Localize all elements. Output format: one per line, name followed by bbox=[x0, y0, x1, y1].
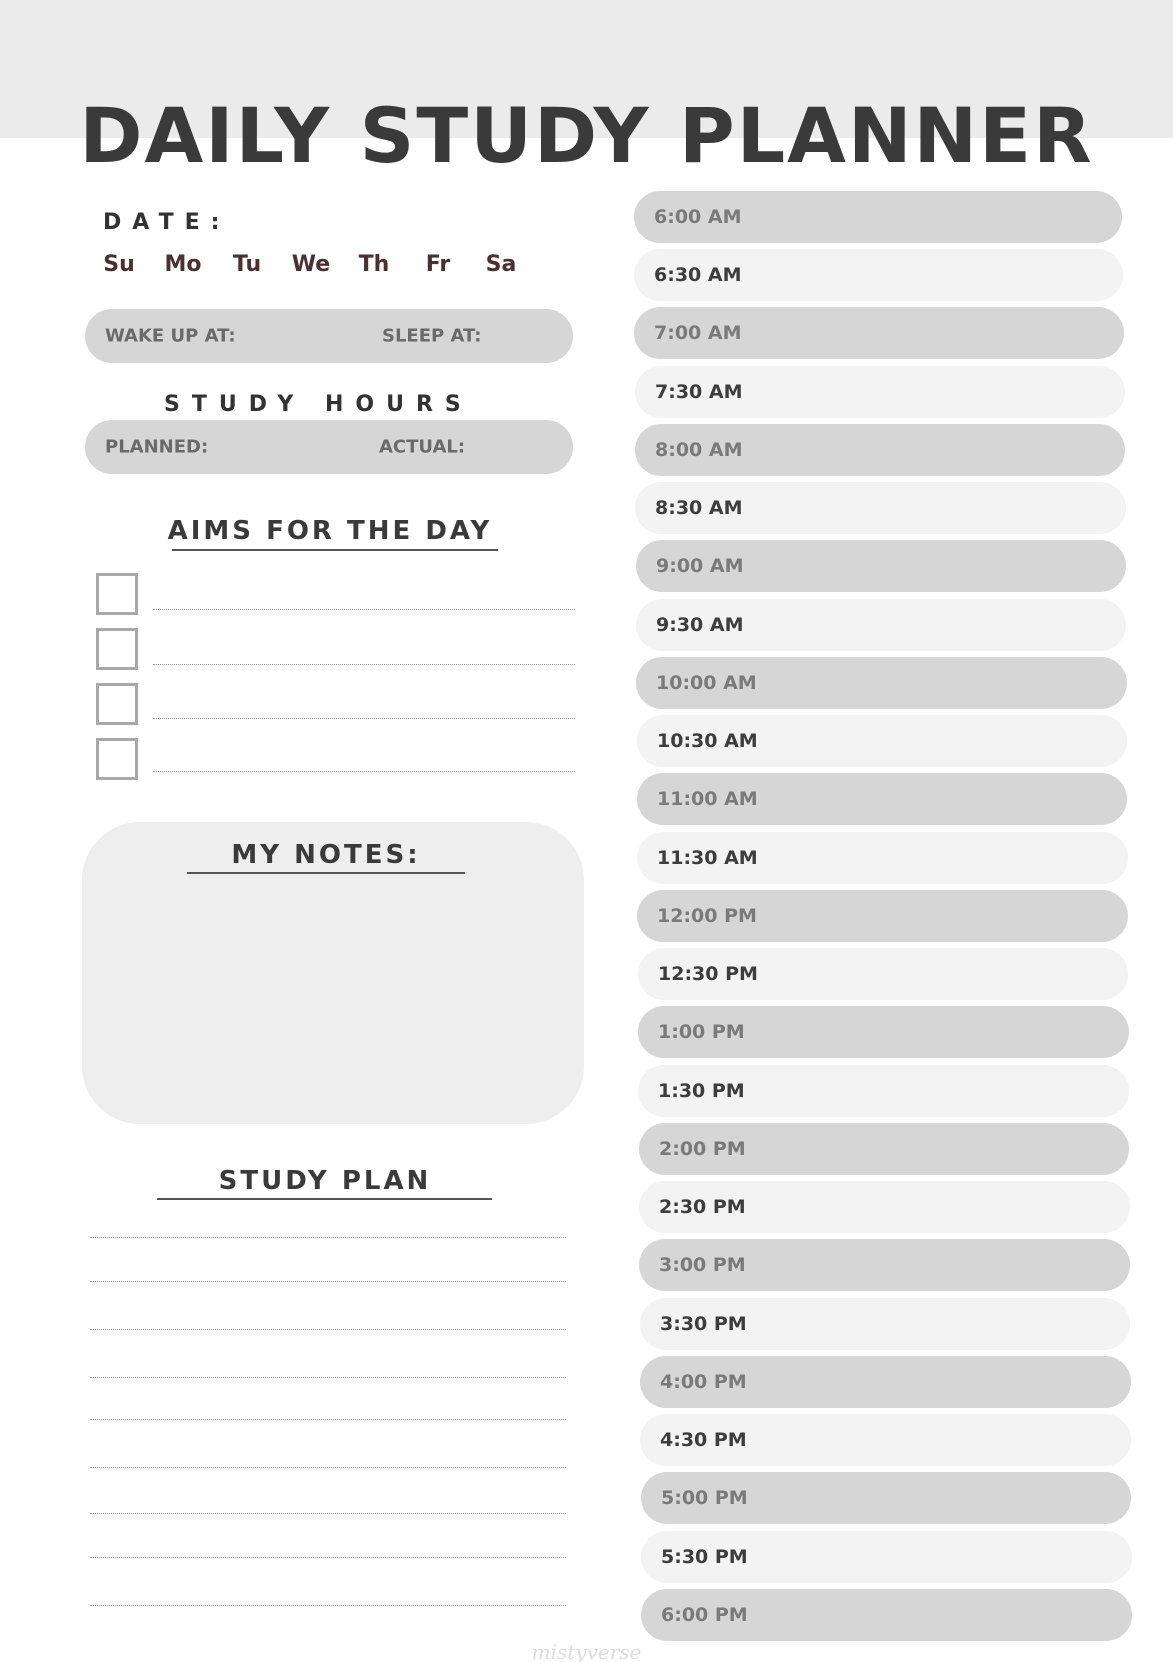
time-slot-label: 3:30 PM bbox=[660, 1313, 747, 1335]
time-slot[interactable] bbox=[640, 1414, 1131, 1466]
time-slot-label: 11:00 AM bbox=[657, 788, 758, 810]
time-slot[interactable] bbox=[634, 249, 1123, 301]
sleep-label: SLEEP AT: bbox=[382, 325, 482, 347]
time-slot[interactable] bbox=[641, 1472, 1131, 1524]
time-slot-label: 10:00 AM bbox=[656, 672, 757, 694]
designer-signature: mistyverse bbox=[531, 1640, 642, 1662]
time-slot-label: 12:30 PM bbox=[658, 963, 758, 985]
time-slot[interactable] bbox=[637, 832, 1128, 884]
time-slot[interactable] bbox=[634, 191, 1122, 243]
time-slot[interactable] bbox=[641, 1589, 1132, 1641]
time-slot-label: 8:00 AM bbox=[655, 439, 743, 461]
time-slot-label: 4:30 PM bbox=[660, 1429, 747, 1451]
time-slot[interactable] bbox=[640, 1356, 1131, 1408]
plan-line[interactable] bbox=[90, 1377, 566, 1378]
plan-line[interactable] bbox=[90, 1237, 566, 1238]
time-slot[interactable] bbox=[637, 890, 1128, 942]
page-title: DAILY STUDY PLANNER bbox=[79, 91, 1094, 180]
time-slot[interactable] bbox=[638, 948, 1128, 1000]
time-slot[interactable] bbox=[641, 1531, 1132, 1583]
time-slot-label: 12:00 PM bbox=[657, 905, 757, 927]
study-hours-field[interactable] bbox=[85, 420, 573, 474]
time-slot[interactable] bbox=[640, 1298, 1130, 1350]
day-wednesday[interactable]: We bbox=[291, 252, 331, 277]
plan-line[interactable] bbox=[90, 1281, 566, 1282]
time-slot-label: 11:30 AM bbox=[657, 847, 758, 869]
time-slot-label: 3:00 PM bbox=[659, 1254, 746, 1276]
time-slot[interactable] bbox=[639, 1123, 1129, 1175]
day-monday[interactable]: Mo bbox=[164, 252, 202, 277]
time-slot-label: 1:00 PM bbox=[658, 1021, 745, 1043]
day-friday[interactable]: Fr bbox=[425, 252, 451, 277]
aim-line[interactable] bbox=[153, 718, 575, 719]
notes-heading: MY NOTES: bbox=[231, 840, 421, 870]
time-slot[interactable] bbox=[637, 773, 1127, 825]
plan-line[interactable] bbox=[90, 1419, 566, 1420]
study-plan-underline bbox=[157, 1198, 492, 1200]
time-slot-label: 2:00 PM bbox=[659, 1138, 746, 1160]
aim-checkbox[interactable] bbox=[96, 628, 138, 670]
study-plan-heading: STUDY PLAN bbox=[218, 1166, 432, 1196]
date-label: DATE: bbox=[103, 210, 231, 235]
time-slot-label: 10:30 AM bbox=[657, 730, 758, 752]
aims-heading: AIMS FOR THE DAY bbox=[167, 516, 493, 546]
time-slot-label: 7:30 AM bbox=[655, 381, 743, 403]
aim-line[interactable] bbox=[153, 609, 575, 610]
time-slot[interactable] bbox=[638, 1006, 1129, 1058]
time-slot-label: 1:30 PM bbox=[658, 1080, 745, 1102]
time-slot-label: 5:30 PM bbox=[661, 1546, 748, 1568]
plan-line[interactable] bbox=[90, 1329, 566, 1330]
planned-label: PLANNED: bbox=[105, 436, 209, 458]
time-slot[interactable] bbox=[638, 1065, 1129, 1117]
plan-line[interactable] bbox=[90, 1513, 566, 1514]
time-slot-label: 9:30 AM bbox=[656, 614, 744, 636]
aim-checkbox[interactable] bbox=[96, 683, 138, 725]
notes-underline bbox=[187, 872, 465, 874]
study-hours-heading: STUDY HOURS bbox=[164, 392, 473, 417]
aims-underline bbox=[172, 549, 498, 551]
wake-up-label: WAKE UP AT: bbox=[105, 325, 236, 347]
day-saturday[interactable]: Sa bbox=[485, 252, 517, 277]
time-slot-label: 6:00 PM bbox=[661, 1604, 748, 1626]
time-slot[interactable] bbox=[635, 482, 1126, 534]
time-slot[interactable] bbox=[636, 540, 1126, 592]
day-tuesday[interactable]: Tu bbox=[232, 252, 262, 277]
time-slot-label: 5:00 PM bbox=[661, 1487, 748, 1509]
time-slot[interactable] bbox=[636, 657, 1127, 709]
time-slot[interactable] bbox=[635, 424, 1125, 476]
time-slot-label: 8:30 AM bbox=[655, 497, 743, 519]
day-thursday[interactable]: Th bbox=[358, 252, 390, 277]
aim-line[interactable] bbox=[153, 771, 575, 772]
time-slot[interactable] bbox=[635, 366, 1125, 418]
plan-line[interactable] bbox=[90, 1605, 566, 1606]
time-slot-label: 9:00 AM bbox=[656, 555, 744, 577]
time-slot[interactable] bbox=[637, 715, 1127, 767]
time-slot[interactable] bbox=[639, 1239, 1130, 1291]
time-slot-label: 7:00 AM bbox=[654, 322, 742, 344]
time-slot-label: 6:00 AM bbox=[654, 206, 742, 228]
aim-checkbox[interactable] bbox=[96, 573, 138, 615]
aim-line[interactable] bbox=[153, 664, 575, 665]
aim-checkbox[interactable] bbox=[96, 738, 138, 780]
time-slot-label: 2:30 PM bbox=[659, 1196, 746, 1218]
time-slot[interactable] bbox=[634, 307, 1124, 359]
day-sunday[interactable]: Su bbox=[103, 252, 135, 277]
plan-line[interactable] bbox=[90, 1557, 566, 1558]
actual-label: ACTUAL: bbox=[379, 436, 466, 458]
plan-line[interactable] bbox=[90, 1467, 566, 1468]
weekday-selector bbox=[96, 252, 526, 286]
time-slot-label: 4:00 PM bbox=[660, 1371, 747, 1393]
time-slot[interactable] bbox=[639, 1181, 1130, 1233]
time-slot-label: 6:30 AM bbox=[654, 264, 742, 286]
sleep-field[interactable] bbox=[85, 309, 573, 363]
time-slot[interactable] bbox=[636, 599, 1126, 651]
